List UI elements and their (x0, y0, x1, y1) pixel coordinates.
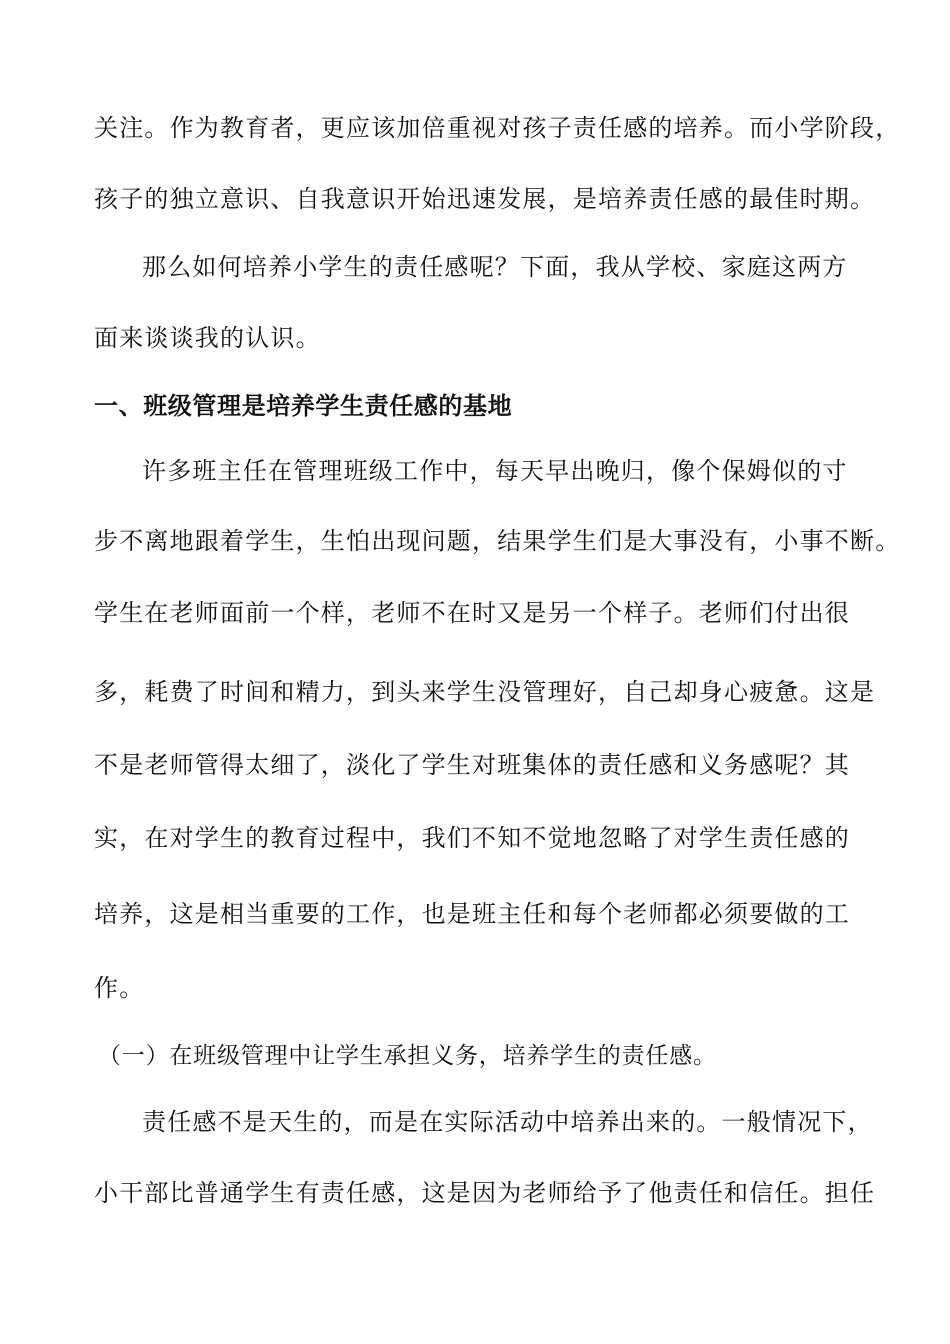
paragraph-line: 培养，这是相当重要的工作，也是班主任和每个老师都必须要做的工 (94, 900, 850, 928)
paragraph-line: 那么如何培养小学生的责任感呢？下面，我从学校、家庭这两方 (142, 253, 848, 281)
subheading: （一）在班级管理中让学生承担义务，培养学生的责任感。 (98, 1043, 717, 1069)
paragraph-line: 步不离地跟着学生，生怕出现问题，结果学生们是大事没有，小事不断。 (94, 527, 901, 555)
paragraph-line: 实，在对学生的教育过程中，我们不知不觉地忽略了对学生责任感的 (94, 824, 850, 852)
paragraph-line: 不是老师管得太细了，淡化了学生对班集体的责任感和义务感呢？其 (94, 751, 850, 779)
paragraph-line: 作。 (94, 974, 145, 1002)
paragraph-line: 关注。作为教育者，更应该加倍重视对孩子责任感的培养。而小学阶段， (94, 114, 901, 142)
paragraph-line: 多，耗费了时间和精力，到头来学生没管理好，自己却身心疲惫。这是 (94, 678, 876, 706)
paragraph-line: 小干部比普通学生有责任感，这是因为老师给予了他责任和信任。担任 (94, 1179, 876, 1207)
paragraph-line: 学生在老师面前一个样，老师不在时又是另一个样子。老师们付出很 (94, 599, 850, 627)
paragraph-line: 孩子的独立意识、自我意识开始迅速发展，是培养责任感的最佳时期。 (94, 185, 876, 213)
paragraph-line: 面来谈谈我的认识。 (94, 324, 321, 352)
paragraph-line: 许多班主任在管理班级工作中，每天早出晚归，像个保姆似的寸 (142, 457, 848, 485)
section-heading: 一、班级管理是培养学生责任感的基地 (94, 391, 513, 420)
paragraph-line: 责任感不是天生的，而是在实际活动中培养出来的。一般情况下， (142, 1108, 873, 1136)
